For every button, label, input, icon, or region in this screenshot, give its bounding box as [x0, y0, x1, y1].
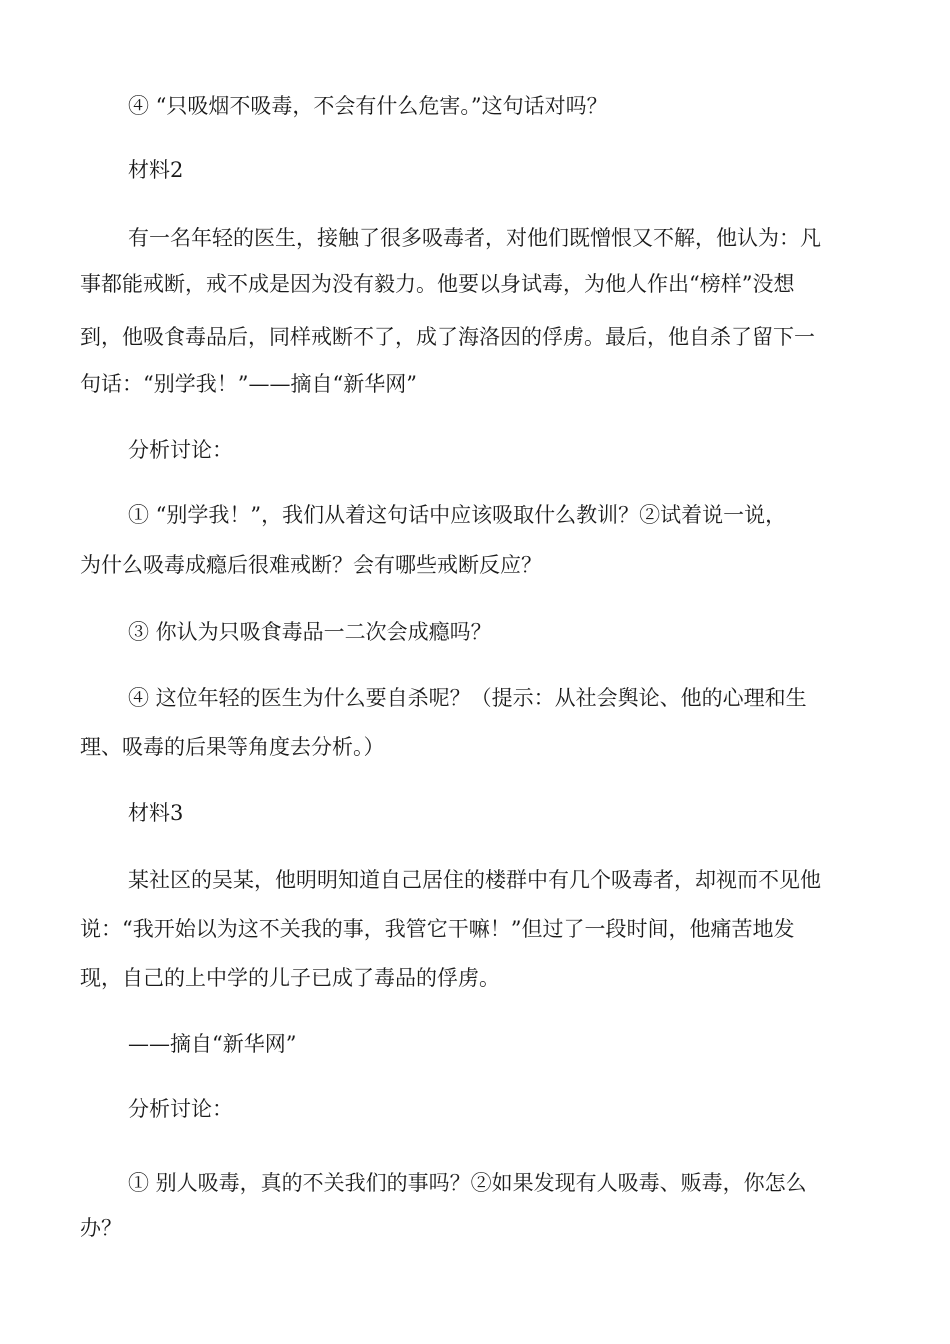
- paragraph-line: 现，自己的上中学的儿子已成了毒品的俘虏。: [80, 966, 500, 990]
- paragraph-line: 句话：“别学我！”——摘自“新华网”: [80, 372, 417, 396]
- paragraph-line: 说：“我开始以为这不关我的事，我管它干嘛！”但过了一段时间，他痛苦地发: [80, 917, 795, 941]
- question-line: ① “别学我！”，我们从着这句话中应该吸取什么教训？②试着说一说，: [128, 503, 787, 527]
- question-line: 办？: [80, 1216, 122, 1240]
- paragraph-line: 有一名年轻的医生，接触了很多吸毒者，对他们既憎恨又不解，他认为：凡: [128, 226, 821, 250]
- question-line: ① 别人吸毒，真的不关我们的事吗？②如果发现有人吸毒、贩毒，你怎么: [128, 1171, 807, 1195]
- question-line: ④ 这位年轻的医生为什么要自杀呢？（提示：从社会舆论、他的心理和生: [128, 686, 807, 710]
- material-3-heading: 材料3: [128, 801, 184, 825]
- source-citation: ——摘自“新华网”: [128, 1032, 297, 1056]
- question-line: 理、吸毒的后果等角度去分析。）: [80, 735, 385, 759]
- paragraph-line: 到，他吸食毒品后，同样戒断不了，成了海洛因的俘虏。最后，他自杀了留下一: [80, 325, 815, 349]
- question-smoking: ④ “只吸烟不吸毒，不会有什么危害。”这句话对吗？: [128, 94, 608, 118]
- question-line: 为什么吸毒成瘾后很难戒断？会有哪些戒断反应？: [80, 553, 542, 577]
- discussion-heading: 分析讨论：: [128, 1097, 233, 1121]
- question-line: ③ 你认为只吸食毒品一二次会成瘾吗？: [128, 620, 492, 644]
- discussion-heading: 分析讨论：: [128, 438, 233, 462]
- paragraph-line: 某社区的吴某，他明明知道自己居住的楼群中有几个吸毒者，却视而不见他: [128, 868, 821, 892]
- material-2-heading: 材料2: [128, 158, 184, 182]
- paragraph-line: 事都能戒断，戒不成是因为没有毅力。他要以身试毒，为他人作出“榜样”没想: [80, 272, 795, 296]
